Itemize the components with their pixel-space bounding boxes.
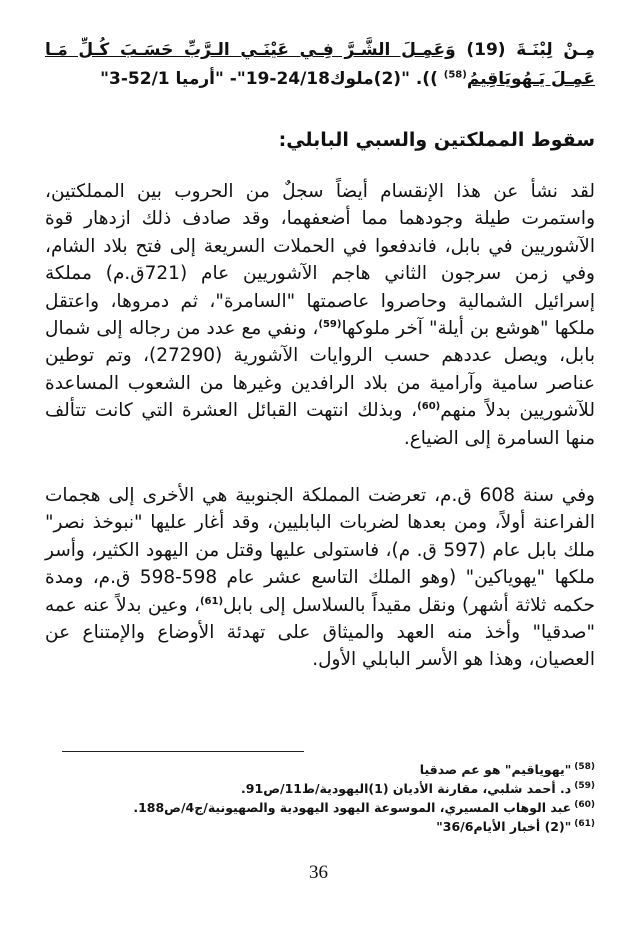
verse-number: (19)	[466, 40, 506, 60]
footnote-ref-59[interactable]: (59)	[318, 318, 342, 330]
footnote-text: "يهوياقيم" هو عم صدقيا	[419, 762, 572, 777]
footnote-divider	[62, 751, 304, 752]
footnotes	[45, 760, 595, 836]
footnote-ref-58[interactable]: (58)	[443, 69, 467, 81]
footnote-ref-61[interactable]: (61)	[199, 595, 224, 607]
quote-close: )). "(2)ملوك24/18-19"-	[229, 69, 438, 89]
footnote-number: (58)	[574, 761, 595, 772]
footnote	[45, 798, 595, 817]
footnote-text: "(2) أخبار الأيام36/6"	[436, 819, 572, 834]
footnote-number: (59)	[574, 780, 595, 791]
footnote-text: عبد الوهاب المسيري، الموسوعة اليهود اليهودية والصهيونية/ج4/ص188.	[133, 800, 572, 815]
paragraph-1-part-3: ، وبذلك انتهت القبائل العشرة التي كانت تتألف منها السامرة إلى الضياع.	[45, 400, 595, 449]
page-number: 36	[309, 862, 328, 883]
footnote-text: د. أحمد شلبي، مقارنة الأديان (1)اليهودية/ط11/ص91.	[241, 781, 572, 796]
paragraph-1-part-2: ، ونفي مع عدد من رجاله إلى شمال بابل، ويصل عددهم حسب الروايات الآشورية (27290)، وتم توطين عناصر سامية وآرامية من بلاد الرافدين وغيرها من الشعوب المساعدة للآشوريين بدلاً منهم	[45, 318, 595, 422]
paragraph-2	[45, 482, 595, 674]
scripture-quote	[45, 36, 595, 94]
paragraph-2-part-2: ، وعين بدلاً عنه عمه "صدقيا" وأخذ منه العهد والميثاق على تهدئة الأوضاع والإمتناع عن العصيان، وهذا هو الأسر البابلي الأول.	[45, 594, 595, 671]
footnote-number: (61)	[574, 818, 595, 829]
verse-text: وَعَمِـلَ الشَّـرَّ فِـي عَيْنَـي الـرَّبِّ حَسَـبَ كُـلِّ مَـا عَمِـلَ يَـهُويَاقِيمُ	[45, 40, 595, 89]
section-heading: سقوط المملكتين والسبي البابلي:	[278, 129, 595, 151]
jeremiah-reference: "أرميا 52/1-3"	[100, 69, 224, 89]
paragraph-1	[45, 178, 595, 452]
paragraph-2-part-1: وفي سنة 608 ق.م، تعرضت المملكة الجنوبية هي الأخرى إلى هجمات الفراعنة أولاً، ومن بعدها لضربات البابليين، وقد أغار عليها "نبوخذ نصر" ملك بابل عام (597 ق. م)، فاستولى عليها وقتل من اليهود الكثير، وأسر ملكها "يهوياكين" (وهو الملك التاسع عشر عام 598-598 ق.م، ومدة حكمه ثلاثة أشهر) ونقل مقيداً بالسلاسل إلى بابل	[45, 485, 595, 616]
footnote	[45, 779, 595, 798]
footnote	[45, 760, 595, 779]
footnote-ref-60[interactable]: (60)	[417, 401, 441, 413]
footnote-number: (60)	[574, 799, 595, 810]
footnote	[45, 817, 595, 836]
quote-intro: مِـنْ لِبْنَـةَ	[516, 40, 595, 60]
paragraph-1-part-1: لقد نشأ عن هذا الإنقسام أيضاً سجلٌ من الحروب بين المملكتين، واستمرت طيلة وجودهما مما أضعفهما، وقد صادف ذلك ازدهار قوة الآشوريين في بابل، فاندفعوا في الحملات السريعة إلى فتح بلاد الشام، وفي زمن سرجون الثاني هاجم الآشوريين عام (721ق.م) مملكة إسرائيل الشمالية وحاصروا عاصمتها "السامرة"، ثم دمروها، واعتقل ملكها "هوشع بن أيلة" آخر ملوكها	[45, 181, 596, 340]
